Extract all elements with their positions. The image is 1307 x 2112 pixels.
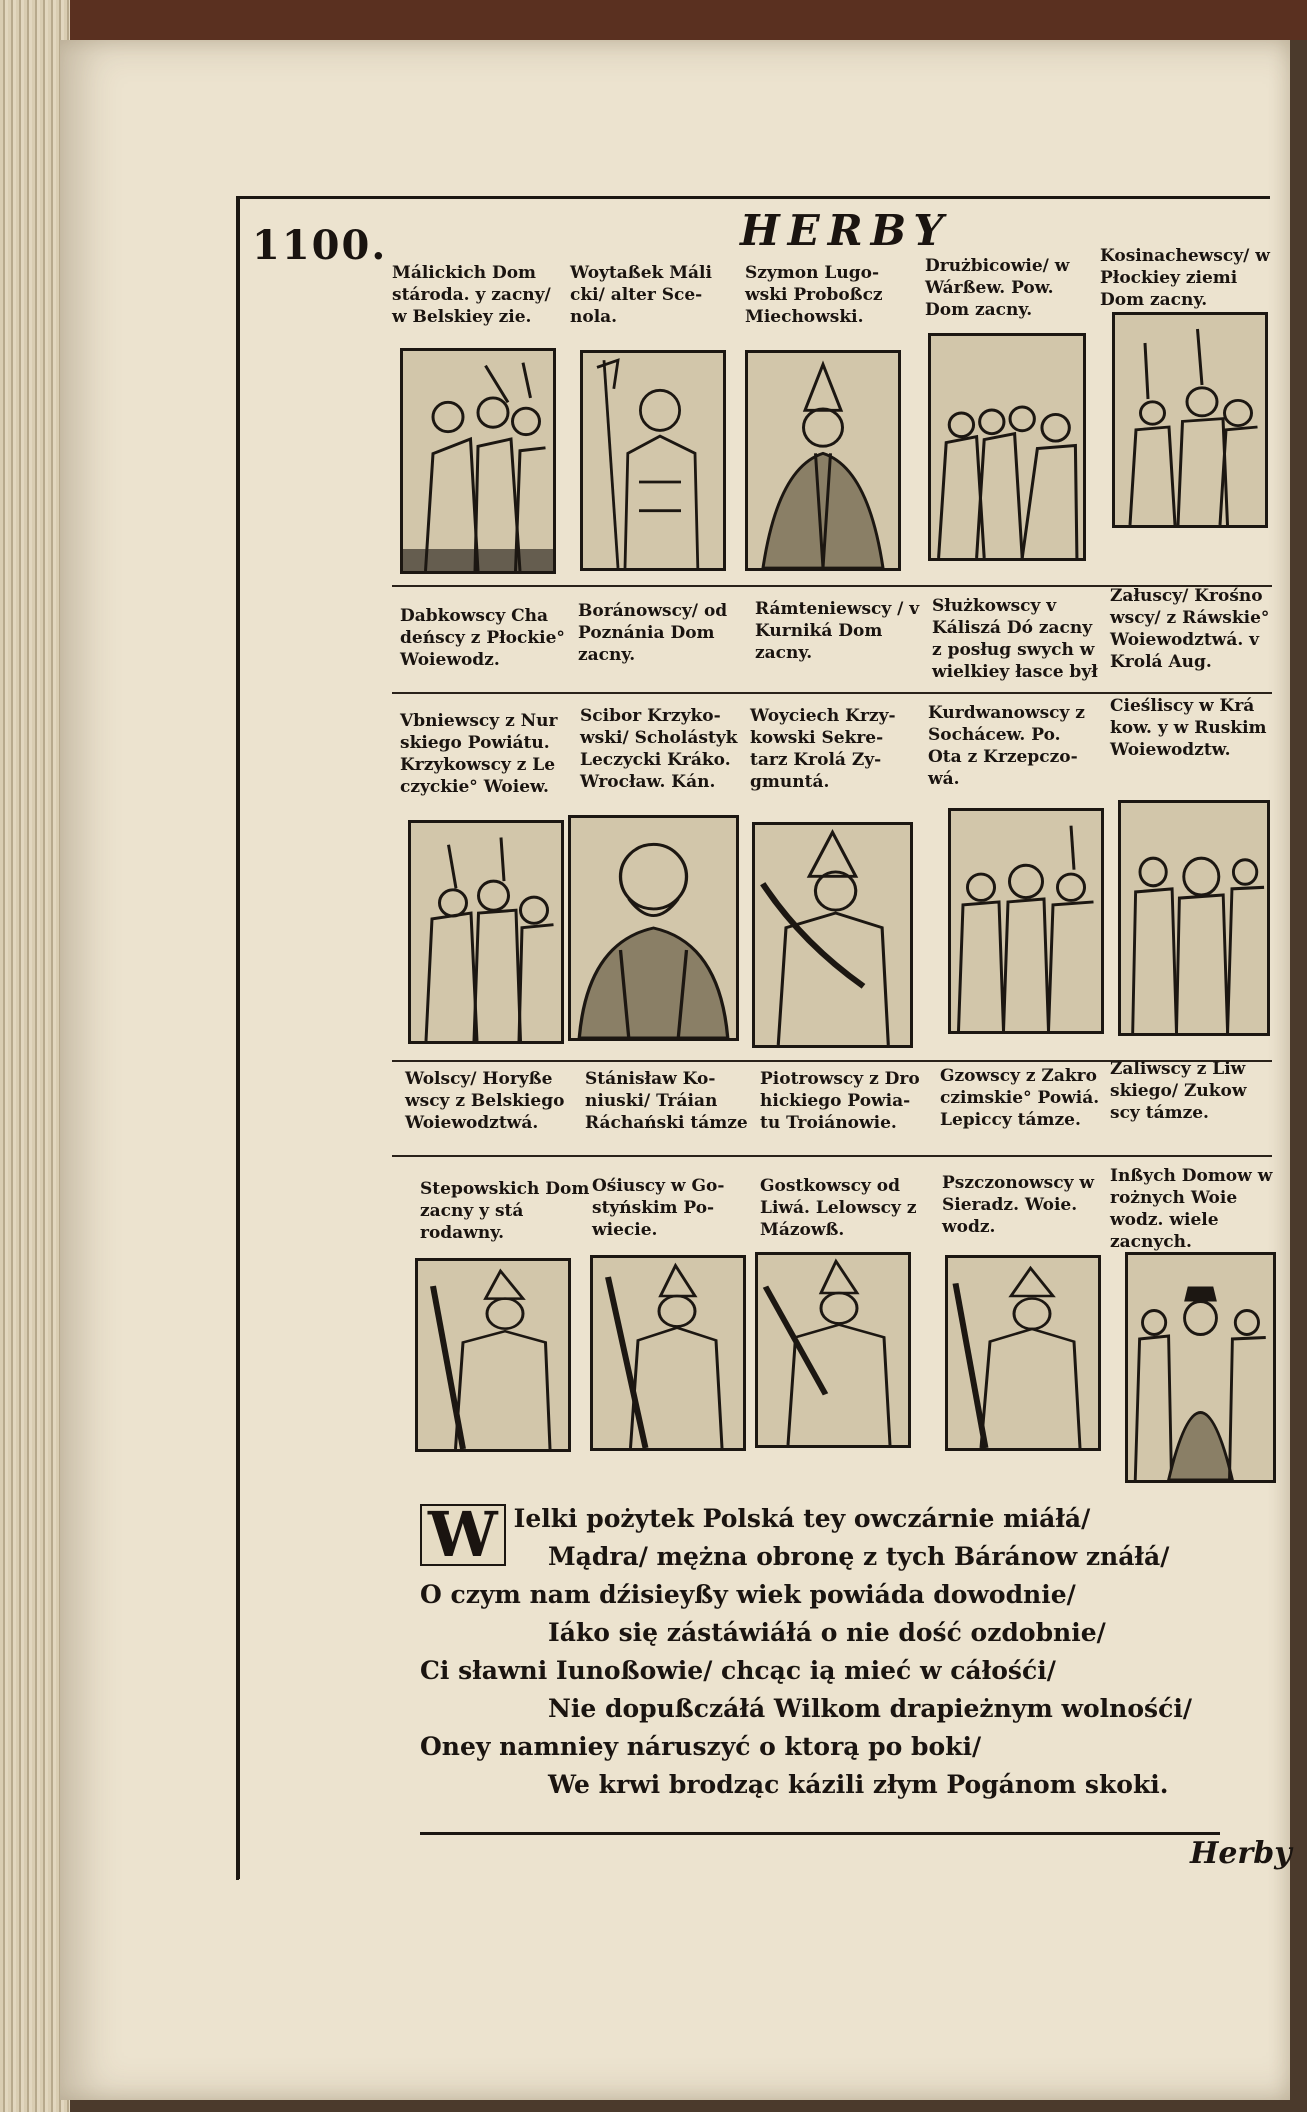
row0-woodcut4 bbox=[1112, 312, 1268, 528]
row-divider bbox=[392, 1155, 1272, 1157]
row4-cell0-caption: Stepowskich Dom zacny y stá rodawny. bbox=[420, 1179, 590, 1243]
verse-initial: W bbox=[420, 1504, 506, 1566]
running-head: HERBY bbox=[740, 206, 952, 255]
row0-cell2-caption: Szymon Lugo- wski Proboßcz Miechowski. bbox=[745, 263, 883, 327]
verse-line-3: O czym nam dźisieyßy wiek powiáda dowodnie/ bbox=[420, 1580, 1076, 1609]
book-cover-edge bbox=[0, 0, 1307, 40]
row2-cell2-caption: Woyciech Krzy- kowski Sekre- tarz Krolá Zy- gmuntá. bbox=[750, 706, 896, 792]
verse-line-5: Ci sławni Iunoßowie/ chcąc ią mieć w cáłośći/ bbox=[420, 1656, 1056, 1685]
row4-cell2-caption: Gostkowscy od Liwá. Lelowscy z Mázowß. bbox=[760, 1176, 917, 1240]
row2-woodcut1 bbox=[568, 815, 739, 1041]
row0-cell0-caption: Málickich Dom stároda. y zacny/ w Belskiey zie. bbox=[392, 263, 551, 327]
row4-cell1-caption: Ośiuscy w Go- styńskim Po- wiecie. bbox=[592, 1176, 725, 1240]
verse-line-8: We krwi brodząc kázili złym Pogánom skoki. bbox=[548, 1770, 1169, 1799]
row2-woodcut3 bbox=[948, 808, 1104, 1034]
row2-woodcut2 bbox=[752, 822, 913, 1048]
row4-woodcut1 bbox=[590, 1255, 746, 1451]
verse-line-2: Mądra/ mężna obronę z tych Báránow znáłá/ bbox=[548, 1542, 1170, 1571]
row1-cell0-caption: Dabkowscy Cha deńscy z Płockie° Woiewodz. bbox=[400, 606, 565, 670]
row2-woodcut4 bbox=[1118, 800, 1270, 1036]
bottom-rule bbox=[420, 1832, 1220, 1835]
row2-cell3-caption: Kurdwanowscy z Sochácew. Po. Ota z Krzepczo- wá. bbox=[928, 703, 1085, 789]
row2-woodcut0 bbox=[408, 820, 564, 1044]
row3-cell1-caption: Stánisław Ko- niuski/ Tráian Ráchański támze bbox=[585, 1069, 748, 1133]
row3-cell2-caption: Piotrowscy z Dro hickiego Powia- tu Troiánowie. bbox=[760, 1069, 920, 1133]
page-number: 1100. bbox=[252, 222, 388, 269]
row1-cell1-caption: Boránowscy/ od Poznánia Dom zacny. bbox=[578, 601, 728, 665]
row1-cell3-caption: Służkowscy v Káliszá Dó zacny z posług swych w wielkiey łasce był bbox=[932, 596, 1098, 682]
row0-woodcut0 bbox=[400, 348, 556, 574]
row4-cell3-caption: Pszczonowscy w Sieradz. Woie. wodz. bbox=[942, 1173, 1095, 1237]
row4-woodcut0 bbox=[415, 1258, 571, 1452]
row0-woodcut1 bbox=[580, 350, 726, 571]
row2-cell0-caption: Vbniewscy z Nur skiego Powiátu. Krzykowscy z Le czyckie° Woiew. bbox=[400, 711, 558, 797]
row3-cell3-caption: Gzowscy z Zakro czimskie° Powiá. Lepiccy támze. bbox=[940, 1066, 1100, 1130]
row1-cell4-caption: Załuscy/ Krośno wscy/ z Ráwskie° Woiewodztwá. v Krolá Aug. bbox=[1110, 586, 1270, 672]
verse-line-4: Iáko się zástáwiáłá o nie dość ozdobnie/ bbox=[548, 1618, 1106, 1647]
verse-line-7: Oney namniey náruszyć o ktorą po boki/ bbox=[420, 1732, 982, 1761]
row0-woodcut3 bbox=[928, 333, 1086, 561]
row4-cell4-caption: Inßych Domow w rożnych Woie wodz. wiele zacnych. bbox=[1110, 1166, 1273, 1252]
catchword: Herby bbox=[1190, 1836, 1292, 1871]
row2-cell1-caption: Scibor Krzyko- wski/ Scholástyk Leczycki Kráko. Wrocław. Kán. bbox=[580, 706, 738, 792]
verse-line-1: Ielki pożytek Polská tey owczárnie miáłá/ bbox=[513, 1504, 1091, 1533]
row0-cell4-caption: Kosinachewscy/ w Płockiey ziemi Dom zacny. bbox=[1100, 246, 1270, 310]
verse-block bbox=[420, 1500, 1240, 1804]
row0-cell3-caption: Drużbicowie/ w Wárßew. Pow. Dom zacny. bbox=[925, 256, 1070, 320]
row-divider bbox=[392, 692, 1272, 694]
row3-cell4-caption: Zaliwscy z Liw skiego/ Zukow scy támze. bbox=[1110, 1059, 1247, 1123]
row4-woodcut4 bbox=[1125, 1252, 1276, 1483]
row4-woodcut3 bbox=[945, 1255, 1101, 1451]
verse-line-6: Nie dopußczáłá Wilkom drapieżnym wolnośći/ bbox=[548, 1694, 1192, 1723]
row3-cell0-caption: Wolscy/ Horyße wscy z Belskiego Woiewodztwá. bbox=[405, 1069, 565, 1133]
row0-woodcut2 bbox=[745, 350, 901, 571]
row1-cell2-caption: Rámteniewscy / v Kurniká Dom zacny. bbox=[755, 599, 920, 663]
row0-cell1-caption: Woytaßek Máli cki/ alter Sce- nola. bbox=[570, 263, 712, 327]
row2-cell4-caption: Cieśliscy w Krá kow. y w Ruskim Woiewodztw. bbox=[1110, 696, 1267, 760]
row4-woodcut2 bbox=[755, 1252, 911, 1448]
